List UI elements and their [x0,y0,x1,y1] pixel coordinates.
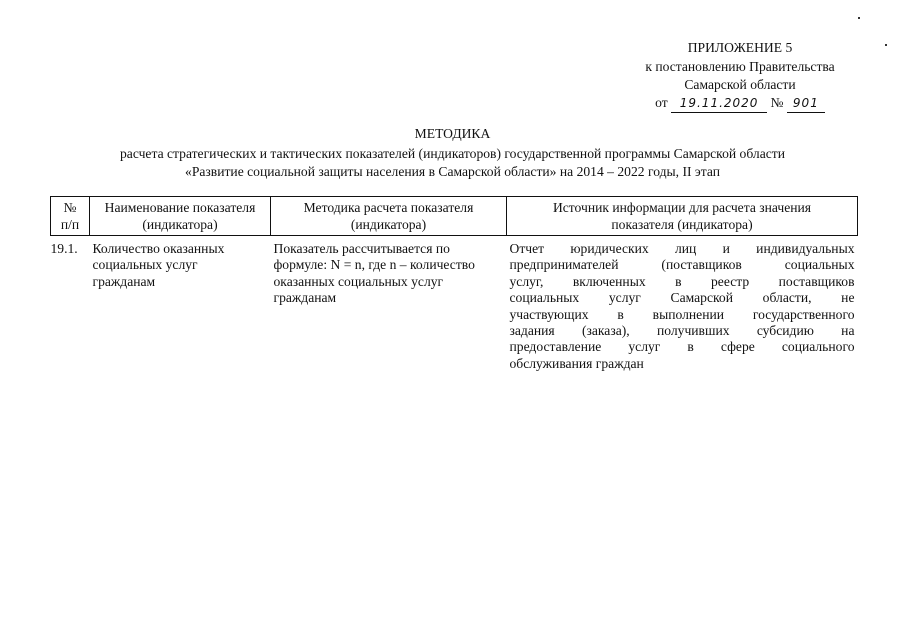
text-line: гражданам [92,273,156,289]
table-row [51,236,858,373]
date-prefix: от [655,95,668,110]
text-line: социальных услуг Самарской области, не [509,290,855,306]
appendix-line2: Самарской области [684,77,796,92]
appendix-date-line [600,94,880,113]
text-line: задания (заказа), получивших субсидию на [509,323,855,339]
text-line: формуле: N = n, где n – количество [273,257,475,273]
header-source [507,197,858,236]
text-line: обслуживания граждан [509,355,644,371]
text-line: Источник информации для расчета значения [552,200,812,215]
handwritten-number: 901 [787,94,825,113]
text-line: № [63,200,77,215]
text-line: предпринимателей (поставщиков социальных [509,257,855,273]
text-line: социальных услуг [92,257,198,273]
header-name [90,197,271,236]
scan-speck [885,44,887,46]
document-subtitle-2: «Развитие социальной защиты населения в Самарской области» на 2014 – 2022 годы, II этап [185,164,720,179]
text-line: Количество оказанных [92,241,225,256]
text-line: гражданам [273,290,337,306]
appendix-title: ПРИЛОЖЕНИЕ 5 [687,40,793,55]
table-header-row [51,197,858,236]
cell-name [90,236,271,373]
text-line: оказанных социальных услуг [273,273,444,289]
text-line: Показатель рассчитывается по [273,241,450,256]
text-line: Отчет юридических лиц и индивидуальных [509,241,855,256]
text-line: (индикатора) [350,217,427,232]
text-line: Методика расчета показателя [303,200,474,215]
text-line: услуг, включенных в реестр поставщиков [509,273,855,289]
text-line: п/п [60,217,80,232]
appendix-line1: к постановлению Правительства [645,59,835,74]
text-line: (индикатора) [142,217,218,232]
document-subtitle-1: расчета стратегических и тактических показателей (индикаторов) государственной программы Самарской области [120,146,785,161]
document-title: МЕТОДИКА [414,126,491,141]
cell-source [507,236,858,373]
text-line: показателя (индикатора) [611,217,753,232]
scan-speck [858,17,860,19]
indicator-table [50,196,858,372]
text-line: Наименование показателя [104,200,256,215]
text-line: предоставление услуг в сфере социального [509,339,855,355]
handwritten-date: 19.11.2020 [671,94,767,113]
text-line: участвующих в выполнении государственного [509,306,855,322]
cell-number: 19.1. [50,241,78,256]
header-number [51,197,90,236]
cell-method [271,236,507,373]
header-method [271,197,507,236]
number-prefix: № [770,95,784,110]
